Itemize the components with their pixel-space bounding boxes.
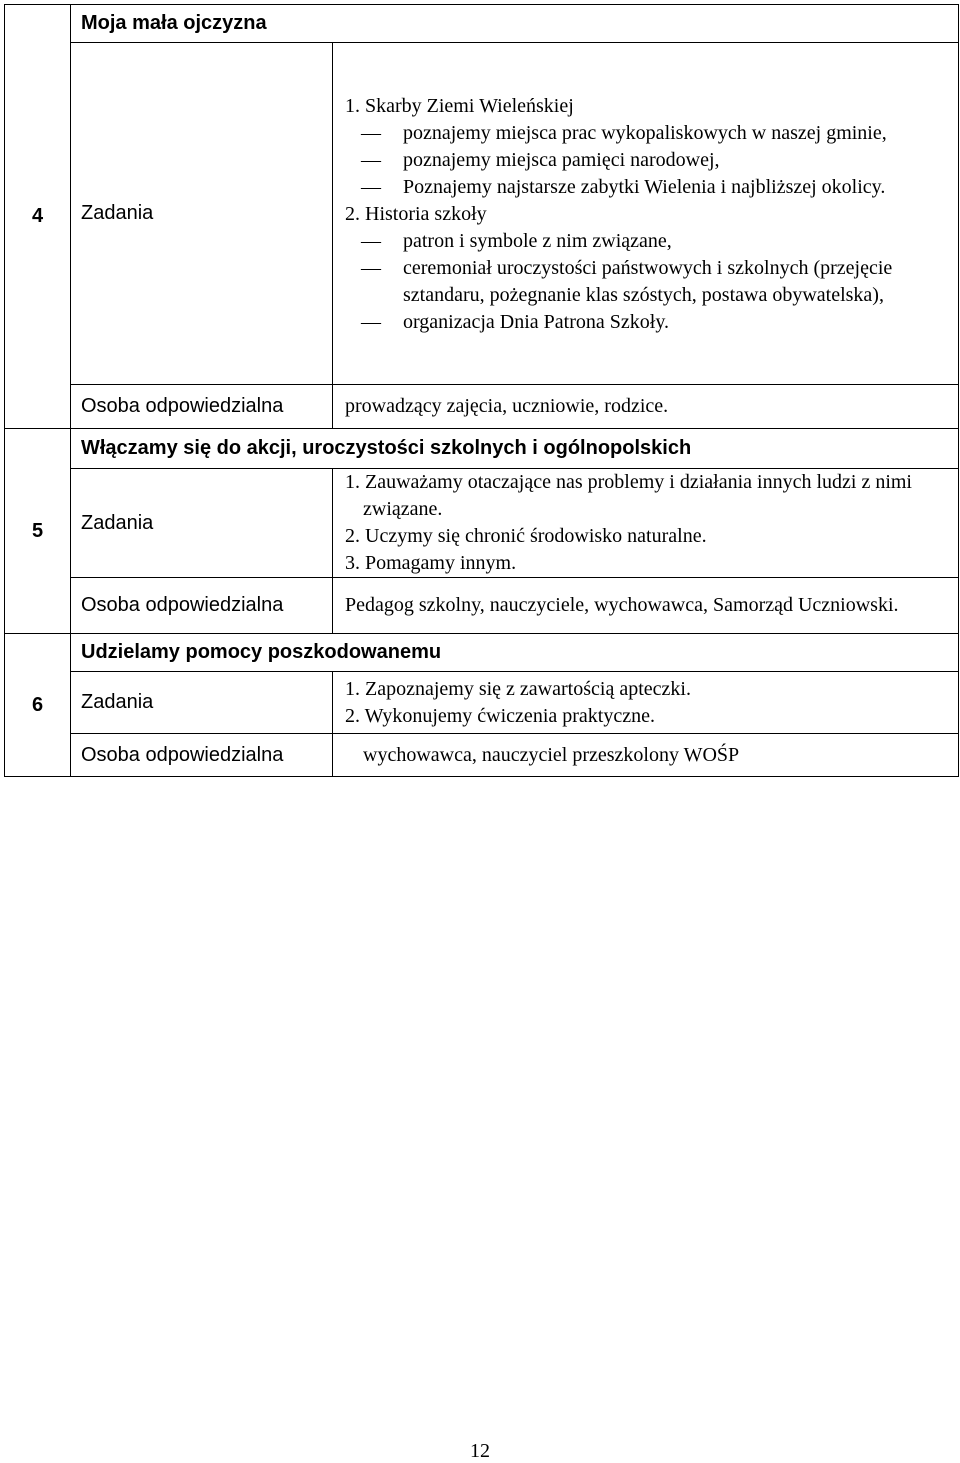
dash-icon: — [361, 122, 381, 144]
list-item: 2. Wykonujemy ćwiczenia praktyczne. [345, 704, 655, 727]
page-number: 12 [470, 1440, 490, 1462]
section-5-responsible-row [5, 578, 959, 634]
section-title: Moja mała ojczyzna [71, 5, 959, 43]
section-number: 5 [5, 429, 71, 634]
list-item: — poznajemy miejsca pamięci narodowej, [333, 147, 958, 174]
section-number: 4 [5, 5, 71, 429]
list-item: 2. Uczymy się chronić środowisko naturalne. [345, 525, 707, 547]
list-item: 1. Zauważamy otaczające nas problemy i działania innych ludzi z nimi związane. [345, 471, 912, 520]
dash-icon: — [361, 149, 381, 171]
tasks-content [333, 43, 959, 385]
list-item: — ceremoniał uroczystości państwowych i szkolnych (przejęcie sztandaru, pożegnanie klas szóstych, postawa obywatelska), [361, 257, 893, 306]
section-6-title-row [5, 634, 959, 672]
section-title: Włączamy się do akcji, uroczystości szkolnych i ogólnopolskich [71, 429, 959, 469]
dash-icon: — [361, 176, 381, 198]
tasks-content [333, 672, 959, 734]
program-table [4, 4, 959, 777]
responsible-value: prowadzący zajęcia, uczniowie, rodzice. [333, 385, 959, 429]
list-item: 1. Zapoznajemy się z zawartością apteczki. [345, 677, 691, 700]
section-6-tasks-row [5, 672, 959, 734]
responsible-value: wychowawca, nauczyciel przeszkolony WOŚP [333, 734, 959, 777]
tasks-label: Zadania [71, 672, 333, 734]
responsible-value: Pedagog szkolny, nauczyciele, wychowawca, Samorząd Uczniowski. [333, 578, 959, 634]
task-heading: 1. Skarby Ziemi Wieleńskiej [345, 95, 574, 117]
list-item: 3. Pomagamy innym. [345, 552, 517, 574]
section-title: Udzielamy pomocy poszkodowanemu [71, 634, 959, 672]
section-4-title-row [5, 5, 959, 43]
dash-icon: — [361, 230, 381, 252]
responsible-label: Osoba odpowiedzialna [71, 385, 333, 429]
section-6-responsible-row [5, 734, 959, 777]
tasks-content [333, 469, 959, 578]
list-item: — poznajemy miejsca prac wykopaliskowych w naszej gminie, [333, 120, 958, 147]
section-4-responsible-row [5, 385, 959, 429]
section-number: 6 [5, 634, 71, 777]
list-item: — patron i symbole z nim związane, [333, 228, 958, 255]
tasks-label: Zadania [71, 43, 333, 385]
list-item: — organizacja Dnia Patrona Szkoły. [333, 309, 958, 336]
responsible-label: Osoba odpowiedzialna [71, 734, 333, 777]
dash-icon: — [361, 257, 381, 279]
responsible-label: Osoba odpowiedzialna [71, 578, 333, 634]
list-item: — Poznajemy najstarsze zabytki Wielenia i najbliższej okolicy. [333, 174, 958, 201]
section-5-title-row [5, 429, 959, 469]
section-5-tasks-row [5, 469, 959, 578]
section-4-tasks-row [5, 43, 959, 385]
tasks-label: Zadania [71, 469, 333, 578]
task-heading: 2. Historia szkoły [345, 203, 487, 225]
dash-icon: — [361, 311, 381, 333]
